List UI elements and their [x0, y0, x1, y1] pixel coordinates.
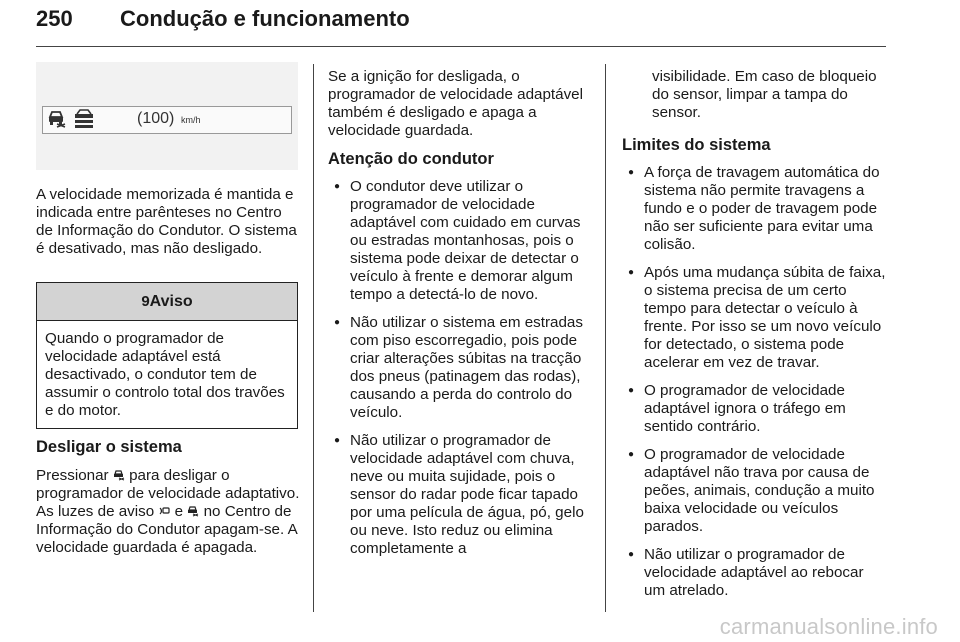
column-1-intro	[36, 186, 300, 258]
column-divider-1	[313, 64, 314, 612]
list-item: ● Não utilizar o sistema em estradas com piso escorregadio, pois pode criar alterações súbitas na tracção dos pneus (patinagem das rodas), causando a perda do controlo do veículo.	[328, 314, 592, 422]
list-item: ● A força de travagem automática do sistema não permite travagens a fundo e o poder de travagem pode não ser suficiente para evitar uma colisão.	[622, 164, 888, 254]
page-header	[36, 6, 886, 50]
section-heading-limites: Limites do sistema	[622, 136, 771, 154]
list-item: ● Não utilizar o programador de velocidade adaptável ao rebocar um atrelado.	[622, 546, 888, 600]
section-heading-desligar: Desligar o sistema	[36, 438, 182, 456]
adaptive-cruise-icon	[187, 505, 199, 517]
display-bar	[42, 106, 292, 134]
warning-label: Aviso	[149, 293, 193, 310]
system-limits-list	[622, 164, 888, 600]
column-3	[622, 68, 888, 610]
intro-paragraph: A velocidade memorizada é mantida e indicada entre parênteses no Centro de Informação do Condutor. O sistema é desativado, mas não desligado.	[36, 186, 297, 257]
page-number: 250	[36, 6, 73, 31]
list-item: ● O programador de velocidade adaptável não trava por causa de peões, animais, condução a muito baixa velocidade ou veículos parados.	[622, 446, 888, 536]
column-2	[328, 68, 592, 568]
list-item: ● Após uma mudança súbita de faixa, o sistema precisa de um certo tempo para detectar o veículo à frente. Por isso se um novo veículo for detectado, o sistema pode acelerar em vez de travar.	[622, 264, 888, 372]
header-rule	[36, 46, 886, 47]
adaptive-cruise-icon	[113, 469, 125, 481]
page-title: Condução e funcionamento	[120, 6, 410, 31]
warning-header	[37, 283, 297, 321]
list-item: ● O programador de velocidade adaptável ignora o tráfego em sentido contrário.	[622, 382, 888, 436]
section-heading-atencao: Atenção do condutor	[328, 150, 494, 168]
list-item: ● O condutor deve utilizar o programador de velocidade adaptável com cuidado em curvas ou estradas montanhosas, pois o sistema pode deixar de detectar o veículo à frente e demorar algum tempo a detectá-lo de novo.	[328, 178, 592, 304]
continuation-paragraph: visibilidade. Em caso de bloqueio do sensor, limpar a tampa do sensor.	[652, 68, 877, 121]
warning-triangle-icon: 9	[141, 293, 150, 310]
list-item: ● Não utilizar o programador de velocidade adaptável com chuva, neve ou muita sujidade, pois o sensor do radar pode ficar tapado por uma película de água, pó, gelo ou neve. Isto reduz ou elimina completamente a	[328, 432, 592, 558]
watermark: carmanualsonline.info	[719, 614, 938, 639]
desligar-paragraph: Pressionar para desligar o programador de velocidade adaptativo. As luzes de aviso e no Centro de Informação do Condutor apagam-se. A velocidade guardada é apagada.	[36, 467, 300, 556]
distance-warning-icon	[158, 505, 170, 517]
column-1-section	[36, 438, 300, 557]
ignition-paragraph: Se a ignição for desligada, o programador de velocidade adaptável também é desligado e apaga a velocidade guardada.	[328, 68, 583, 139]
driver-attention-list	[328, 178, 592, 558]
stored-speed-value: (100)	[137, 110, 175, 127]
speed-limiter-icon	[73, 109, 95, 129]
adaptive-cruise-icon	[47, 109, 67, 129]
column-divider-2	[605, 64, 606, 612]
warning-text: Quando o programador de velocidade adaptável está desactivado, o condutor tem de assumir o controlo total dos travões e do motor.	[45, 330, 285, 419]
speed-unit: km/h	[181, 115, 201, 125]
driver-info-display-illustration	[36, 62, 298, 170]
warning-box	[36, 282, 298, 429]
